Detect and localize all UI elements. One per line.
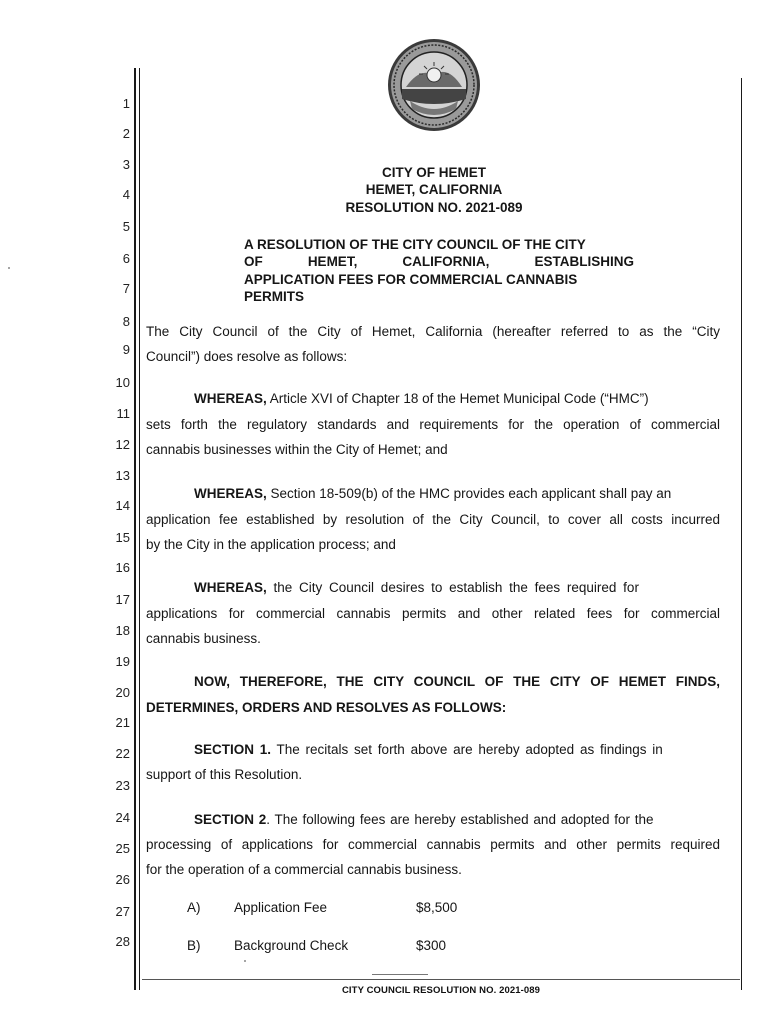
now-therefore-line-1: NOW, THEREFORE, THE CITY COUNCIL OF THE CITY OF HEMET FINDS,	[194, 674, 720, 689]
section-1-line-1	[194, 741, 663, 759]
line-number: 5	[122, 219, 130, 234]
title-line-1: A RESOLUTION OF THE CITY COUNCIL OF THE CITY	[244, 237, 586, 252]
line-number: 20	[115, 685, 130, 700]
line-number: 22	[115, 746, 130, 761]
title-word: CALIFORNIA,	[402, 254, 490, 269]
line-number: 9	[122, 342, 130, 357]
header-city: CITY OF HEMET	[381, 165, 486, 180]
whereas-3-line-1	[194, 579, 720, 597]
scan-speck	[8, 267, 10, 269]
fee-amount: $8,500	[416, 900, 458, 915]
section-2-line-3: for the operation of a commercial cannabis business.	[146, 862, 462, 877]
whereas-1-line-2: sets forth the regulatory standards and requirements for the operation of commercial	[146, 417, 720, 432]
line-number: 19	[115, 654, 130, 669]
header-resolution-number: RESOLUTION NO. 2021-089	[345, 200, 523, 215]
whereas-2-line-3: by the City in the application process; and	[146, 537, 396, 552]
header-state: HEMET, CALIFORNIA	[365, 182, 503, 197]
footer-short-rule	[372, 974, 428, 975]
whereas-1-line-3: cannabis businesses within the City of Hemet; and	[146, 442, 448, 457]
line-number: 15	[115, 530, 130, 545]
line-number: 4	[122, 187, 130, 202]
whereas-text: Section 18-509(b) of the HMC provides each applicant shall pay an	[266, 486, 672, 501]
pleading-rule-left-inner	[139, 68, 140, 990]
whereas-2-line-2: application fee established by resolution of the City Council, to cover all costs incurred	[146, 512, 720, 527]
title-word: HEMET,	[307, 254, 358, 269]
line-number: 8	[122, 314, 130, 329]
line-number: 10	[115, 375, 130, 390]
whereas-1-line-1	[194, 390, 720, 408]
title-line-3: APPLICATION FEES FOR COMMERCIAL CANNABIS	[244, 272, 578, 287]
city-seal-icon	[386, 37, 482, 133]
line-number: 6	[122, 251, 130, 266]
line-number: 26	[115, 872, 130, 887]
whereas-3-line-3: cannabis business.	[146, 631, 261, 646]
footer-text: CITY COUNCIL RESOLUTION NO. 2021-089	[341, 985, 541, 996]
fee-letter: B)	[187, 938, 201, 953]
section-1-line-2: support of this Resolution.	[146, 767, 303, 782]
whereas-text: the City Council desires to establish the fees required for	[266, 580, 639, 595]
line-number: 28	[115, 934, 130, 949]
whereas-lead: WHEREAS,	[194, 391, 267, 406]
line-number: 23	[115, 778, 130, 793]
title-line-2	[244, 253, 634, 271]
scan-speck	[244, 960, 246, 962]
fee-amount: $300	[416, 938, 447, 953]
line-number: 24	[115, 810, 130, 825]
line-number: 11	[116, 406, 130, 421]
line-number: 1	[122, 96, 130, 111]
whereas-text: Article XVI of Chapter 18 of the Hemet Municipal Code (“HMC”)	[266, 391, 649, 406]
pleading-rule-left	[134, 68, 136, 990]
section-2-line-2: processing of applications for commercial cannabis permits and other permits required	[146, 837, 720, 852]
fee-name: Application Fee	[234, 900, 328, 915]
whereas-2-line-1	[194, 485, 671, 503]
line-number: 13	[115, 468, 130, 483]
title-line-4: PERMITS	[244, 289, 305, 304]
section-lead: SECTION 2	[194, 812, 267, 827]
whereas-lead: WHEREAS,	[194, 580, 267, 595]
pleading-rule-right	[741, 78, 742, 990]
section-lead: SECTION 1.	[194, 742, 272, 757]
line-number: 21	[115, 715, 130, 730]
section-text: . The following fees are hereby established and adopted for the	[266, 812, 654, 827]
line-number: 2	[122, 126, 130, 141]
title-word: OF	[244, 254, 263, 269]
footer-rule	[142, 979, 740, 980]
intro-line-2: Council”) does resolve as follows:	[146, 349, 348, 364]
whereas-lead: WHEREAS,	[194, 486, 267, 501]
intro-line-1: The City Council of the City of Hemet, California (hereafter referred to as the “City	[146, 324, 720, 339]
fee-name: Background Check	[234, 938, 349, 953]
section-2-line-1	[194, 811, 654, 829]
line-number: 18	[115, 623, 130, 638]
section-text: The recitals set forth above are hereby adopted as findings in	[271, 742, 663, 757]
line-number: 7	[122, 281, 130, 296]
now-therefore-line-2: DETERMINES, ORDERS AND RESOLVES AS FOLLOWS:	[146, 700, 507, 715]
fee-letter: A)	[187, 900, 201, 915]
line-number: 17	[115, 592, 130, 607]
line-number: 16	[115, 560, 130, 575]
line-number: 3	[122, 157, 130, 172]
line-number: 27	[115, 904, 130, 919]
line-number: 25	[115, 841, 130, 856]
whereas-3-line-2: applications for commercial cannabis permits and other related fees for commercial	[146, 606, 720, 621]
line-number: 14	[115, 498, 130, 513]
line-number: 12	[115, 437, 130, 452]
title-word: ESTABLISHING	[534, 254, 634, 269]
